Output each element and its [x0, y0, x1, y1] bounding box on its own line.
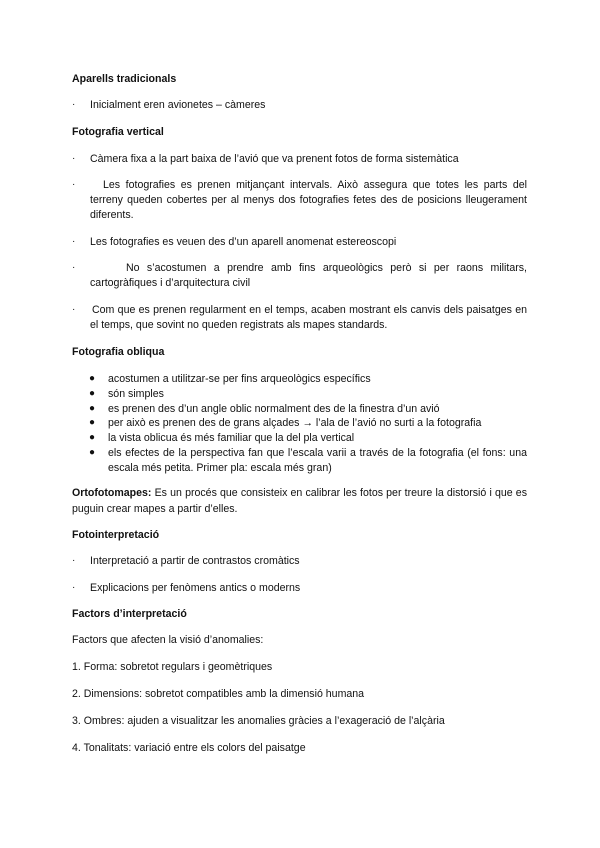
numbered-item: 1. Forma: sobretot regulars i geomètriques [72, 661, 273, 673]
numbered-item: 3. Ombres: ajuden a visualitzar les anomalies gràcies a l’exageració de l’alçària [72, 715, 445, 727]
dot-marker: · [72, 262, 76, 273]
dot-marker: · [72, 582, 76, 593]
dot-marker: · [72, 179, 76, 190]
bullet-marker: ● [89, 403, 96, 414]
list-item: la vista oblicua és més familiar que la del pla vertical [108, 432, 355, 444]
list-item: són simples [108, 388, 164, 400]
list-item: Les fotografies es veuen des d’un aparell anomenat estereoscopi [90, 236, 397, 248]
list-item: No s’acostumen a prendre amb fins arqueològics però si per raons militars, cartogràfiques i d’arquitectura civil [90, 262, 527, 289]
ortofotomapes-text: Es un procés que consisteix en calibrar les fotos per treure la distorsió i que es puguin crear mapes a partir d’elles. [72, 487, 527, 515]
list-item: Les fotografies es prenen mitjançant intervals. Això assegura que totes les parts del terreny queden cobertes per al menys dos fotografies fetes des de posicions lleugerament diferents. [90, 179, 527, 221]
heading-aparells-tradicionals: Aparells tradicionals [72, 73, 177, 85]
list-item: Càmera fixa a la part baixa de l’avió que va prenent fotos de forma sistemàtica [90, 153, 459, 165]
bullet-marker: ● [89, 432, 96, 443]
heading-fotografia-vertical: Fotografia vertical [72, 126, 164, 138]
bullet-marker: ● [89, 388, 96, 399]
list-item: per això es prenen des de grans alçades → l’ala de l’avió no surti a la fotografia [108, 417, 482, 429]
intro-text: Factors que afecten la visió d’anomalies: [72, 634, 264, 646]
bullet-marker: ● [89, 447, 96, 458]
heading-fotointerpretacio: Fotointerpretació [72, 529, 160, 541]
ortofotomapes-term: Ortofotomapes: [72, 487, 152, 499]
list-item: Interpretació a partir de contrastos cromàtics [90, 555, 300, 567]
dot-marker: · [72, 99, 76, 110]
list-item: es prenen des d’un angle oblic normalment des de la finestra d’un avió [108, 403, 440, 415]
ortofotomapes-paragraph [72, 485, 527, 517]
dot-marker: · [72, 304, 76, 315]
bullet-marker: ● [89, 373, 96, 384]
dot-marker: · [72, 153, 76, 164]
list-item: Inicialment eren avionetes – càmeres [90, 99, 266, 111]
dot-marker: · [72, 555, 76, 566]
dot-marker: · [72, 236, 76, 247]
list-item: els efectes de la perspectiva fan que l’escala varii a través de la fotografia (el fons: una escala més petita. Primer pla: escala més gran) [108, 447, 527, 474]
list-item: Com que es prenen regularment en el temps, acaben mostrant els canvis dels paisatges en el temps, que sovint no queden registrats als mapes standards. [90, 304, 527, 331]
bullet-marker: ● [89, 417, 96, 428]
numbered-item: 4. Tonalitats: variació entre els colors del paisatge [72, 742, 306, 754]
numbered-item: 2. Dimensions: sobretot compatibles amb la dimensió humana [72, 688, 365, 700]
list-item: Explicacions per fenòmens antics o moderns [90, 582, 301, 594]
list-item: acostumen a utilitzar-se per fins arqueològics específics [108, 373, 371, 385]
heading-factors-interpretacio: Factors d’interpretació [72, 608, 187, 620]
heading-fotografia-obliqua: Fotografia obliqua [72, 346, 165, 358]
